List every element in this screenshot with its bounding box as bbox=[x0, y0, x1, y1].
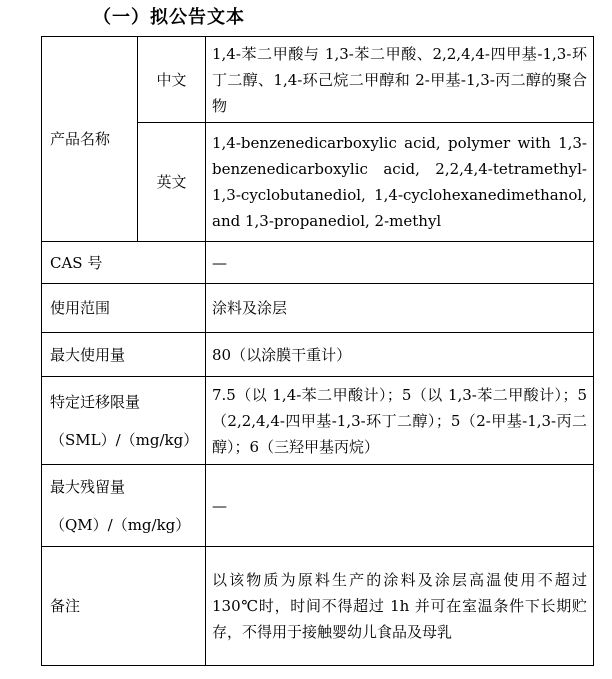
qm-value: — bbox=[206, 465, 594, 547]
english-label: 英文 bbox=[138, 123, 206, 242]
max-use-label: 最大使用量 bbox=[42, 333, 206, 377]
remarks-value: 以该物质为原料生产的涂料及涂层高温使用不超过 130℃时，时间不得超过 1h 并可在室温条件下长期贮存，不得用于接触婴幼儿食品及母乳 bbox=[206, 547, 594, 666]
scope-value: 涂料及涂层 bbox=[206, 284, 594, 333]
remarks-label: 备注 bbox=[42, 547, 206, 666]
qm-label-line1: 最大残留量 bbox=[50, 477, 126, 496]
row-remarks bbox=[42, 547, 594, 666]
row-product-name-zh bbox=[42, 37, 594, 123]
product-name-label: 产品名称 bbox=[42, 37, 138, 242]
chinese-name-value: 1,4-苯二甲酸与 1,3-苯二甲酸、2,2,4,4-四甲基-1,3-环丁二醇、1,4-环己烷二甲醇和 2-甲基-1,3-丙二醇的聚合物 bbox=[206, 37, 594, 123]
cas-label: CAS 号 bbox=[42, 242, 206, 284]
qm-label bbox=[42, 465, 206, 547]
row-qm bbox=[42, 465, 594, 547]
sml-label bbox=[42, 377, 206, 465]
max-use-value: 80（以涂膜干重计） bbox=[206, 333, 594, 377]
sml-label-line1: 特定迁移限量 bbox=[50, 392, 141, 411]
chinese-label: 中文 bbox=[138, 37, 206, 123]
qm-label-line2: （QM）/（mg/kg） bbox=[50, 515, 191, 534]
row-max-use bbox=[42, 333, 594, 377]
scope-label: 使用范围 bbox=[42, 284, 206, 333]
english-name-value: 1,4-benzenedicarboxylic acid, polymer with 1,3-benzenedicarboxylic acid, 2,2,4,4-tetramethyl-1,3-cyclobutanediol, 1,4-cyclohexanedimethanol, and 1,3-propanediol, 2-methyl bbox=[206, 123, 594, 242]
cas-value: — bbox=[206, 242, 594, 284]
sml-value: 7.5（以 1,4-苯二甲酸计）；5（以 1,3-苯二甲酸计）；5（2,2,4,4-四甲基-1,3-环丁二醇）；5（2-甲基-1,3-丙二醇）；6（三羟甲基丙烷） bbox=[206, 377, 594, 465]
row-scope bbox=[42, 284, 594, 333]
sml-label-line2: （SML）/（mg/kg） bbox=[50, 430, 199, 449]
announcement-table bbox=[41, 36, 594, 666]
row-cas bbox=[42, 242, 594, 284]
row-sml bbox=[42, 377, 594, 465]
section-heading: （一）拟公告文本 bbox=[93, 7, 245, 28]
